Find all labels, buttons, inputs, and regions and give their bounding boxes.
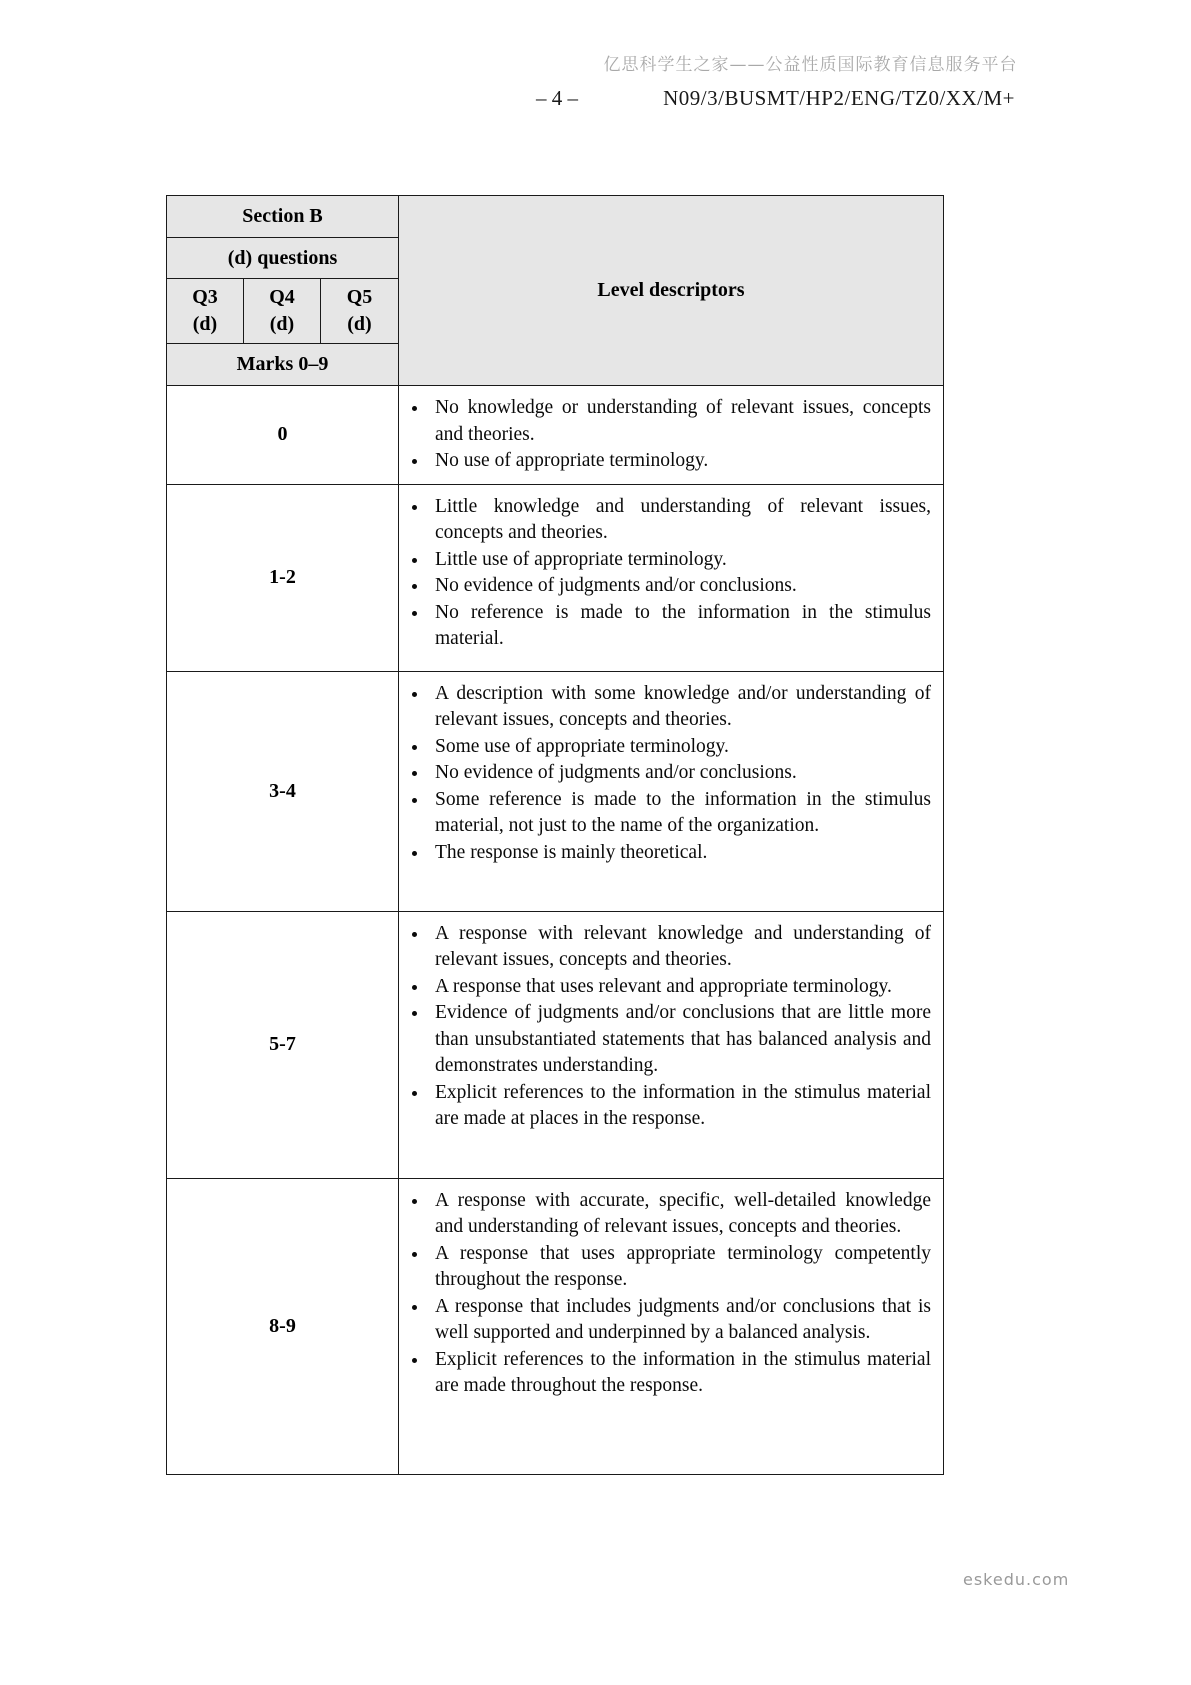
q5-header-cell — [321, 279, 399, 344]
descriptor-bullet: • Evidence of judgments and/or conclusions that are little more than unsubstantiated statements that has balanced analysis and demonstrates understanding. — [429, 1000, 931, 1080]
descriptor-bullet: • Explicit references to the information in the stimulus material are made throughout the response. — [429, 1347, 931, 1400]
descriptor-bullet-list — [399, 494, 943, 653]
top-watermark: 亿思科学生之家——公益性质国际教育信息服务平台 — [603, 55, 1018, 75]
descriptors-cell — [399, 386, 944, 485]
descriptor-bullet-list — [399, 1188, 943, 1400]
descriptor-bullet-list — [399, 921, 943, 1133]
descriptor-bullet: • No use of appropriate terminology. — [429, 448, 931, 475]
descriptor-bullet: • A response that uses relevant and appropriate terminology. — [429, 974, 931, 1001]
descriptor-bullet: • A description with some knowledge and/or understanding of relevant issues, concepts and theories. — [429, 681, 931, 734]
marks-cell: 5-7 — [167, 911, 399, 1178]
descriptors-cell — [399, 1178, 944, 1474]
q3-sub-label: (d) — [192, 313, 218, 335]
descriptor-bullet: • No knowledge or understanding of relevant issues, concepts and theories. — [429, 395, 931, 448]
descriptors-cell — [399, 484, 944, 671]
marks-cell: 1-2 — [167, 484, 399, 671]
descriptor-bullet: • Little use of appropriate terminology. — [429, 547, 931, 574]
table-header-body — [167, 196, 944, 386]
page-number: – 4 – — [536, 86, 578, 110]
marks-cell: 0 — [167, 386, 399, 485]
bottom-watermark: eskedu.com — [963, 1570, 1070, 1589]
q3-label: Q3 — [192, 286, 218, 308]
descriptor-bullet: • A response with relevant knowledge and understanding of relevant issues, concepts and theories. — [429, 921, 931, 974]
d-questions-header-cell: (d) questions — [167, 238, 399, 279]
marks-cell: 3-4 — [167, 671, 399, 911]
descriptor-bullet: • No reference is made to the information in the stimulus material. — [429, 600, 931, 653]
descriptor-bullet: • Some reference is made to the information in the stimulus material, not just to the name of the organization. — [429, 787, 931, 840]
q4-label: Q4 — [269, 286, 295, 308]
q4-header-cell — [244, 279, 321, 344]
table-data-body — [167, 386, 944, 1475]
descriptor-row — [167, 1178, 944, 1474]
descriptors-cell — [399, 911, 944, 1178]
section-header-cell: Section B — [167, 196, 399, 238]
descriptor-row — [167, 484, 944, 671]
q5-label: Q5 — [346, 286, 373, 308]
level-descriptors-table — [166, 195, 944, 1475]
descriptor-bullet-list — [399, 395, 943, 475]
descriptor-bullet: • No evidence of judgments and/or conclusions. — [429, 573, 931, 600]
descriptor-bullet: • A response with accurate, specific, well-detailed knowledge and understanding of relevant issues, concepts and theories. — [429, 1188, 931, 1241]
descriptor-bullet: • No evidence of judgments and/or conclusions. — [429, 760, 931, 787]
descriptor-row — [167, 671, 944, 911]
marks-range-header-cell: Marks 0–9 — [167, 344, 399, 386]
descriptor-bullet: • Little knowledge and understanding of relevant issues, concepts and theories. — [429, 494, 931, 547]
descriptor-row — [167, 386, 944, 485]
descriptor-bullet: • Explicit references to the information in the stimulus material are made at places in the response. — [429, 1080, 931, 1133]
document-code: N09/3/BUSMT/HP2/ENG/TZ0/XX/M+ — [663, 86, 1015, 110]
descriptor-row — [167, 911, 944, 1178]
descriptor-bullet: • A response that includes judgments and/or conclusions that is well supported and underpinned by a balanced analysis. — [429, 1294, 931, 1347]
q4-sub-label: (d) — [269, 313, 295, 335]
descriptors-cell — [399, 671, 944, 911]
q3-header-cell — [167, 279, 244, 344]
q5-sub-label: (d) — [347, 313, 372, 335]
descriptor-bullet: • Some use of appropriate terminology. — [429, 734, 931, 761]
marks-cell: 8-9 — [167, 1178, 399, 1474]
descriptor-bullet: • The response is mainly theoretical. — [429, 840, 931, 867]
descriptor-bullet: • A response that uses appropriate terminology competently throughout the response. — [429, 1241, 931, 1294]
level-descriptors-header-cell: Level descriptors — [399, 196, 944, 386]
descriptor-bullet-list — [399, 681, 943, 867]
